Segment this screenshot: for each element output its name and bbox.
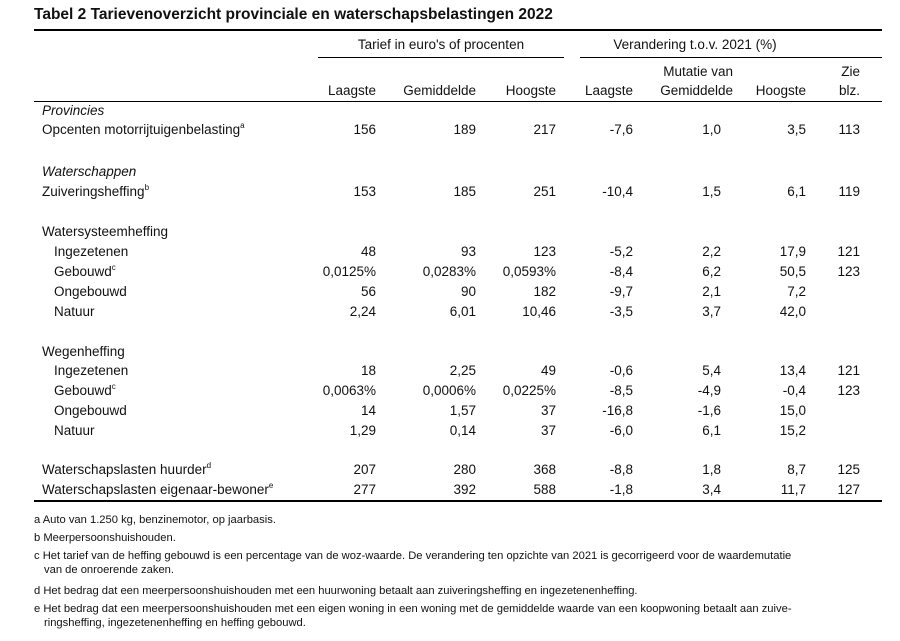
cell-v-hoogste: 11,7: [780, 482, 806, 497]
footnote-e: [34, 602, 874, 630]
section-wegenheffing: Wegenheffing: [42, 344, 125, 359]
cell-hoogste: 0,0593%: [502, 264, 556, 279]
cell-hoogste: 588: [533, 482, 556, 497]
col-header-gemiddelde: Gemiddelde: [403, 83, 476, 98]
cell-v-laagste: -10,4: [602, 184, 633, 199]
cell-laagste: 1,29: [349, 423, 376, 438]
cell-blz: 125: [837, 462, 860, 477]
footnote-a: a Auto van 1.250 kg, benzinemotor, op jaarbasis.: [34, 514, 276, 526]
group-header-tarief: Tarief in euro's of procenten: [357, 37, 525, 52]
row-label: [54, 304, 95, 320]
col-header-zie-line2: blz.: [838, 83, 860, 98]
cell-laagste: 156: [353, 122, 376, 137]
cell-v-mutatie: 1,0: [702, 122, 721, 137]
cell-v-mutatie: -4,9: [697, 383, 721, 398]
row-label: [54, 383, 116, 399]
cell-blz: 123: [837, 383, 860, 398]
cell-v-mutatie: 1,5: [702, 184, 721, 199]
cell-v-hoogste: 15,2: [779, 423, 806, 438]
row-label-text: Natuur: [54, 304, 95, 319]
group-header-verandering: Verandering t.o.v. 2021 (%): [613, 37, 777, 52]
row-label: [42, 184, 149, 200]
cell-v-mutatie: 1,8: [702, 462, 721, 477]
cell-laagste: 48: [360, 244, 376, 259]
cell-laagste: 0,0063%: [322, 383, 376, 398]
cell-hoogste: 49: [540, 363, 556, 378]
cell-v-hoogste: 50,5: [779, 264, 806, 279]
row-label-text: Waterschapslasten eigenaar-bewoner: [42, 482, 269, 497]
table-title: Tabel 2 Tarievenoverzicht provinciale en waterschapsbelastingen 2022: [34, 6, 553, 23]
cell-v-laagste: -0,6: [609, 363, 633, 378]
col-header-mutatie-line2: Gemiddelde: [660, 83, 733, 98]
cell-v-mutatie: 6,2: [702, 264, 721, 279]
row-label: [42, 122, 245, 138]
section-watersysteemheffing: Watersysteemheffing: [42, 224, 169, 239]
col-header-verandering-hoogste: Hoogste: [755, 83, 806, 98]
cell-gemiddelde: 392: [453, 482, 476, 497]
footnote-marker: d: [206, 461, 212, 470]
footnote-c-line1: c Het tarief van de heffing gebouwd is een percentage van de woz-waarde. De verandering ten opzichte van 2021 is gecorrigeerd voor de waardemutatie: [34, 550, 792, 562]
footnote-marker: c: [111, 382, 116, 391]
tarief-group-rule: [318, 57, 564, 58]
verandering-group-rule: [580, 57, 882, 58]
cell-hoogste: 123: [533, 244, 556, 259]
col-header-verandering-laagste: Laagste: [584, 83, 633, 98]
cell-blz: 113: [838, 122, 860, 137]
footnote-e-line2: ringsheffing, ingezetenenheffing en heffing gebouwd.: [44, 617, 306, 629]
cell-laagste: 153: [353, 184, 376, 199]
row-label-text: Ongebouwd: [54, 284, 127, 299]
row-label-text: Opcenten motorrijtuigenbelasting: [42, 122, 241, 137]
cell-laagste: 0,0125%: [322, 264, 376, 279]
bottom-rule: [34, 500, 882, 502]
cell-gemiddelde: 185: [453, 184, 476, 199]
footnote-b: b Meerpersoonshuishouden.: [34, 532, 176, 544]
row-label-text: Zuiveringsheffing: [42, 184, 145, 199]
cell-laagste: 18: [360, 363, 376, 378]
footnote-c-line2: van de onroerende zaken.: [44, 564, 174, 576]
cell-blz: 123: [837, 264, 860, 279]
cell-gemiddelde: 6,01: [449, 304, 476, 319]
cell-v-hoogste: 15,0: [779, 403, 806, 418]
footnote-marker: a: [240, 121, 245, 130]
cell-v-laagste: -5,2: [609, 244, 633, 259]
cell-v-hoogste: 6,1: [787, 184, 806, 199]
cell-v-hoogste: 3,5: [787, 122, 806, 137]
cell-v-hoogste: 8,7: [787, 462, 806, 477]
cell-v-mutatie: 3,4: [702, 482, 721, 497]
cell-gemiddelde: 280: [453, 462, 476, 477]
header-bottom-rule: [34, 101, 882, 102]
row-label-text: Ingezetenen: [54, 363, 129, 378]
cell-hoogste: 10,46: [522, 304, 556, 319]
cell-v-mutatie: -1,6: [697, 403, 721, 418]
cell-laagste: 2,24: [349, 304, 376, 319]
row-label-text: Natuur: [54, 423, 95, 438]
footnote-e-line1: e Het bedrag dat een meerpersoonshuishouden met een eigen woning in een woning met de gemiddelde waarde van een koopwoning betaalt aan zuive-: [34, 603, 792, 615]
col-header-hoogste: Hoogste: [505, 83, 556, 98]
row-label: [42, 482, 273, 498]
row-label: [54, 284, 127, 300]
cell-v-mutatie: 6,1: [702, 423, 721, 438]
cell-v-hoogste: 7,2: [787, 284, 806, 299]
cell-blz: 121: [837, 244, 860, 259]
section-waterschappen: Waterschappen: [42, 164, 137, 179]
col-header-laagste: Laagste: [327, 83, 376, 98]
section-provincies: Provincies: [42, 103, 105, 118]
row-label: [54, 403, 127, 419]
cell-hoogste: 37: [540, 403, 556, 418]
col-header-zie-line1: Zie: [841, 64, 860, 79]
cell-hoogste: 217: [533, 122, 556, 137]
row-label-text: Gebouwd: [54, 264, 112, 279]
cell-gemiddelde: 0,0006%: [422, 383, 476, 398]
row-label: [54, 244, 128, 260]
cell-laagste: 56: [360, 284, 376, 299]
cell-v-mutatie: 2,1: [702, 284, 721, 299]
row-label: [42, 462, 211, 478]
cell-v-laagste: -3,5: [609, 304, 633, 319]
cell-gemiddelde: 189: [453, 122, 476, 137]
cell-blz: 127: [837, 482, 860, 497]
cell-gemiddelde: 1,57: [449, 403, 476, 418]
footnote-c: [34, 549, 874, 577]
col-header-mutatie-line1: Mutatie van: [663, 64, 733, 79]
cell-blz: 119: [838, 184, 860, 199]
row-label: [54, 423, 95, 439]
cell-v-hoogste: 13,4: [779, 363, 806, 378]
cell-hoogste: 368: [533, 462, 556, 477]
cell-gemiddelde: 0,14: [449, 423, 476, 438]
cell-v-laagste: -8,8: [609, 462, 633, 477]
cell-blz: 121: [837, 363, 860, 378]
cell-gemiddelde: 2,25: [449, 363, 476, 378]
footnote-d: d Het bedrag dat een meerpersoonshuishouden met een huurwoning betaalt aan zuiveringsheffing en ingezetenenheffing.: [34, 585, 638, 597]
cell-laagste: 277: [353, 482, 376, 497]
cell-v-laagste: -9,7: [609, 284, 633, 299]
cell-hoogste: 182: [533, 284, 556, 299]
cell-v-mutatie: 5,4: [702, 363, 721, 378]
cell-v-laagste: -1,8: [609, 482, 633, 497]
cell-v-laagste: -6,0: [609, 423, 633, 438]
footnote-marker: b: [144, 183, 150, 192]
cell-v-hoogste: 17,9: [779, 244, 806, 259]
footnote-marker: e: [268, 481, 274, 490]
cell-v-mutatie: 3,7: [702, 304, 721, 319]
row-label-text: Gebouwd: [54, 383, 112, 398]
row-label-text: Waterschapslasten huurder: [42, 462, 207, 477]
cell-laagste: 207: [353, 462, 376, 477]
row-label: [54, 363, 128, 379]
cell-hoogste: 251: [533, 184, 556, 199]
cell-gemiddelde: 90: [460, 284, 476, 299]
cell-v-mutatie: 2,2: [702, 244, 721, 259]
cell-gemiddelde: 0,0283%: [422, 264, 476, 279]
cell-v-laagste: -8,4: [609, 264, 633, 279]
cell-laagste: 14: [360, 403, 376, 418]
cell-v-hoogste: -0,4: [782, 383, 806, 398]
cell-v-laagste: -7,6: [609, 122, 633, 137]
cell-v-laagste: -16,8: [602, 403, 633, 418]
cell-v-hoogste: 42,0: [779, 304, 806, 319]
cell-hoogste: 37: [540, 423, 556, 438]
row-label-text: Ingezetenen: [54, 244, 129, 259]
top-rule: [34, 29, 882, 31]
row-label: [54, 264, 116, 280]
footnote-marker: c: [111, 263, 116, 272]
cell-hoogste: 0,0225%: [502, 383, 556, 398]
cell-gemiddelde: 93: [460, 244, 476, 259]
row-label-text: Ongebouwd: [54, 403, 127, 418]
cell-v-laagste: -8,5: [609, 383, 633, 398]
